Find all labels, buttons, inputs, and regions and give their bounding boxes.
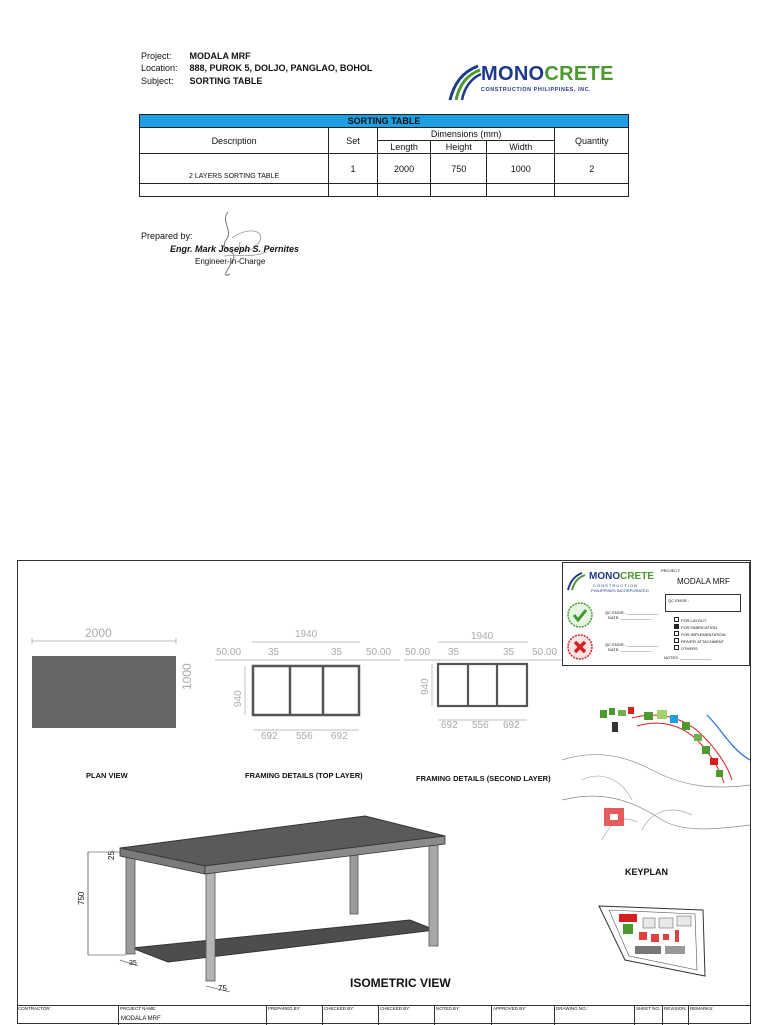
frame-second-total-dim: 1940 (471, 631, 494, 642)
header-quantity: Quantity (555, 128, 629, 154)
tb-logo-a: MONO (589, 571, 621, 582)
tb-qc-box (665, 594, 741, 612)
sorting-table-schedule (139, 114, 629, 197)
footer-cell-label: REMARKS: (690, 1006, 714, 1011)
frame-second-height-dim: 940 (420, 678, 431, 695)
location-key: Location: (141, 63, 178, 73)
cell-quantity: 2 (555, 154, 629, 184)
option-checkbox[interactable] (674, 617, 679, 622)
frame-second-inner-right-dim: 35 (503, 647, 515, 658)
tb-qc-line1: QC ENGR.: ______________ (605, 610, 659, 615)
option-label: FOR IMPLEMENTATION (681, 632, 726, 637)
cell-set: 1 (329, 154, 378, 184)
footer-cell (634, 1006, 662, 1025)
tb-notes: NOTES: ______________ (664, 655, 712, 660)
footer-cell (662, 1006, 688, 1025)
footer-cell (266, 1006, 322, 1025)
rejected-x-icon (566, 633, 594, 661)
company-logo (448, 62, 623, 102)
header-width: Width (487, 141, 555, 154)
frame-top-total-dim: 1940 (295, 629, 318, 640)
table-row (140, 154, 629, 184)
cell-height: 750 (431, 154, 487, 184)
prepared-role: Engineer-In-Charge (195, 257, 266, 266)
option-label: OTHERS (681, 646, 698, 651)
plan-width-dim: 1000 (180, 663, 194, 690)
frame-second-left-dim: 50.00 (405, 647, 431, 658)
option-checkbox[interactable] (674, 638, 679, 643)
footer-cell-label: APPROVED BY: (493, 1006, 527, 1011)
option-checkbox[interactable] (674, 645, 679, 650)
tb-logo-swoosh-icon (567, 571, 587, 591)
frame-top-left-dim: 50.00 (216, 647, 242, 658)
footer-cell (491, 1006, 554, 1025)
logo-swoosh-icon (448, 62, 482, 102)
footer-cell (118, 1006, 266, 1025)
isometric-table-drawing (80, 810, 460, 1000)
logo-wordmark (481, 63, 614, 86)
footer-cell (378, 1006, 434, 1025)
footer-cell-label: DRAWING NO.: (556, 1006, 589, 1011)
location-row (141, 62, 372, 74)
footer-cell-label: PREPARED BY: (268, 1006, 301, 1011)
project-key: Project: (141, 51, 172, 61)
tb-date-line2: DATE: ______________ (608, 647, 652, 652)
header-length: Length (377, 141, 431, 154)
frame-top-inner-left-dim: 35 (268, 647, 280, 658)
tb-logo-sub2: PHILIPPINES INCORPORATED (591, 588, 649, 593)
keyplan-image (595, 900, 711, 980)
frame-top-inner-right-dim: 35 (331, 647, 343, 658)
footer-cell-label: PROJECT NAME: (120, 1006, 157, 1011)
footer-cell (688, 1006, 751, 1025)
cell-width: 1000 (487, 154, 555, 184)
header-dimensions: Dimensions (mm) (377, 128, 555, 141)
logo-word-a: MONO (481, 63, 545, 85)
option-label: FOR LAYOUT (681, 618, 707, 623)
tb-logo-sub1: C O N S T R U C T I O N (593, 583, 638, 588)
tb-qc-label: QC ENGR.: (668, 598, 689, 603)
tb-logo-b: CRETE (620, 571, 655, 582)
logo-word-b: CRETE (544, 63, 614, 85)
project-value: MODALA MRF (189, 51, 251, 61)
plan-view-label: PLAN VIEW (86, 771, 128, 780)
location-value: 888, PUROK 5, DOLJO, PANGLAO, BOHOL (189, 63, 373, 73)
iso-top-dim: 25 (107, 851, 116, 860)
prepared-name: Engr. Mark Joseph S. Pernites (170, 244, 300, 254)
plan-length-line (30, 638, 180, 644)
frame-top-right-dim: 50.00 (366, 647, 392, 658)
iso-leg-dim: 75 (218, 984, 227, 993)
header-description: Description (140, 128, 329, 154)
frame-second-inner-left-dim: 35 (448, 647, 460, 658)
framing-top-label: FRAMING DETAILS (TOP LAYER) (245, 771, 363, 780)
option-label: FOR FABRICATION (681, 625, 717, 630)
footer-cell-label: REVISION: (664, 1006, 687, 1011)
option-checkbox[interactable] (674, 624, 679, 629)
title-block (562, 562, 750, 666)
tb-qc-line2: QC ENGR.: ______________ (605, 642, 659, 647)
frame-second-right-dim: 50.00 (532, 647, 558, 658)
site-map-image (562, 690, 750, 840)
frame-second-bay-c: 692 (503, 720, 520, 731)
footer-cell-label: NOTED BY: (436, 1006, 461, 1011)
header-height: Height (431, 141, 487, 154)
footer-cell-label: CHECKED BY: (380, 1006, 411, 1011)
tb-project-label: PROJECT: (661, 568, 681, 573)
footer-cell-label: SHEET NO.: (636, 1006, 662, 1011)
footer-cell (434, 1006, 491, 1025)
subject-key: Subject: (141, 76, 174, 86)
frame-top-bay-a: 692 (261, 731, 278, 742)
tb-date-line1: DATE: ______________ (608, 615, 652, 620)
footer-cell (17, 1006, 118, 1025)
iso-foot-dim: 35 (129, 960, 137, 967)
subject-row (141, 75, 262, 87)
option-label: RFA/RFI ATTACHMENT (681, 639, 724, 644)
keyplan-label: KEYPLAN (625, 867, 669, 877)
table-caption: SORTING TABLE (140, 115, 629, 128)
tb-logo-word (589, 571, 654, 582)
footer-cell-label: CONTRACTOR: (18, 1006, 51, 1011)
frame-top-height-dim: 940 (233, 690, 244, 707)
iso-height-dim: 750 (77, 891, 86, 905)
footer-cell (322, 1006, 378, 1025)
frame-second-bay-a: 692 (441, 720, 458, 731)
prepared-label: Prepared by: (141, 231, 193, 241)
cell-length: 2000 (377, 154, 431, 184)
project-row (141, 50, 251, 62)
subject-value: SORTING TABLE (189, 76, 263, 86)
approved-check-icon (566, 601, 594, 629)
plan-view-rect (32, 656, 176, 728)
plan-length-dim: 2000 (85, 626, 112, 640)
sheet-footer (17, 1005, 751, 1025)
cell-description: 2 LAYERS SORTING TABLE (140, 154, 329, 184)
isometric-view-label: ISOMETRIC VIEW (350, 976, 451, 990)
framing-second-label: FRAMING DETAILS (SECOND LAYER) (416, 774, 551, 783)
footer-cell-label: CHECKED BY: (324, 1006, 355, 1011)
footer-cell-value: MODALA MRF (121, 1016, 161, 1022)
frame-top-bay-b: 556 (296, 731, 313, 742)
option-checkbox[interactable] (674, 631, 679, 636)
logo-subtitle: CONSTRUCTION PHILIPPINES, INC. (481, 87, 592, 93)
header-set: Set (329, 128, 378, 154)
frame-second-bay-b: 556 (472, 720, 489, 731)
footer-cell (554, 1006, 634, 1025)
table-row-empty (140, 184, 629, 197)
frame-top-bay-c: 692 (331, 731, 348, 742)
tb-project-name: MODALA MRF (677, 577, 730, 586)
